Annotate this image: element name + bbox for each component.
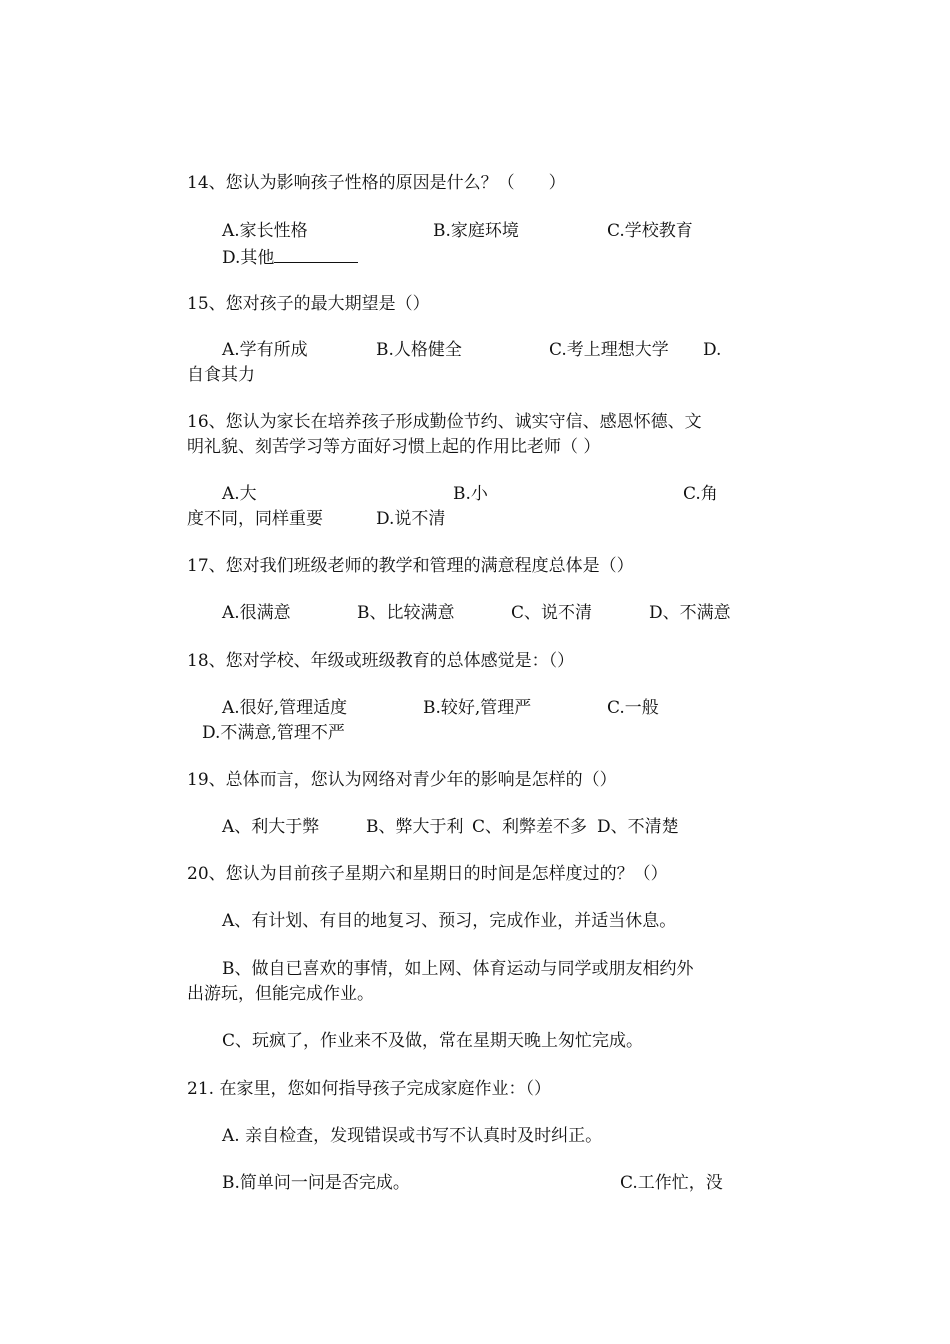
q15-option-b: B.人格健全 <box>376 340 462 360</box>
q14-option-a: A.家长性格 <box>222 221 308 241</box>
q17-option-d: D、不满意 <box>649 603 731 623</box>
q20-option-c: C、玩疯了，作业来不及做，常在星期天晚上匆忙完成。 <box>222 1031 644 1051</box>
q15-option-a: A.学有所成 <box>222 340 308 360</box>
question-16-line-1: 16、您认为家长在培养孩子形成勤俭节约、诚实守信、感恩怀德、文 <box>187 412 702 432</box>
q17-option-b: B、比较满意 <box>357 603 455 623</box>
question-19: 19、总体而言，您认为网络对青少年的影响是怎样的（） <box>187 770 617 790</box>
q16-option-d: D.说不清 <box>376 509 446 529</box>
q15-option-d-text: 自食其力 <box>187 365 255 385</box>
question-14: 14、您认为影响孩子性格的原因是什么？（ ） <box>187 173 566 193</box>
q14-option-d-label: D.其他 <box>222 248 275 268</box>
q19-option-c: C、利弊差不多 <box>472 817 588 837</box>
q20-option-b-line-1: B、做自已喜欢的事情，如上网、体育运动与同学或朋友相约外 <box>222 959 694 979</box>
q18-option-c: C.一般 <box>607 698 659 718</box>
q15-option-d: D. <box>703 340 722 360</box>
q16-option-b: B.小 <box>453 484 488 504</box>
q14-option-c: C.学校教育 <box>607 221 693 241</box>
question-15: 15、您对孩子的最大期望是（） <box>187 294 430 314</box>
q21-option-a: A. 亲自检查，发现错误或书写不认真时及时纠正。 <box>222 1126 603 1146</box>
q20-option-b-line-2: 出游玩，但能完成作业。 <box>187 984 374 1004</box>
question-18: 18、您对学校、年级或班级教育的总体感觉是：（） <box>187 651 575 671</box>
q14-option-d <box>222 244 358 270</box>
q16-option-a: A.大 <box>222 484 257 504</box>
q14-option-b: B.家庭环境 <box>433 221 519 241</box>
q19-option-d: D、不清楚 <box>597 817 679 837</box>
q21-option-b: B.简单问一问是否完成。 <box>222 1173 410 1193</box>
q20-option-a: A、有计划、有目的地复习、预习，完成作业，并适当休息。 <box>222 911 677 931</box>
q17-option-c: C、说不清 <box>511 603 593 623</box>
q15-option-c: C.考上理想大学 <box>549 340 669 360</box>
question-17: 17、您对我们班级老师的教学和管理的满意程度总体是（） <box>187 556 634 576</box>
question-16-line-2: 明礼貌、刻苦学习等方面好习惯上起的作用比老师（ ） <box>187 437 601 457</box>
q18-option-d: D.不满意,管理不严 <box>202 723 345 743</box>
question-20: 20、您认为目前孩子星期六和星期日的时间是怎样度过的？（） <box>187 864 668 884</box>
q16-option-c-cont: 度不同，同样重要 <box>187 509 323 529</box>
q21-option-c: C.工作忙，没 <box>620 1173 723 1193</box>
answer-blank-line <box>274 244 358 263</box>
q18-option-a: A.很好,管理适度 <box>222 698 348 718</box>
q19-option-a: A、利大于弊 <box>222 817 320 837</box>
q19-option-b: B、弊大于利 <box>366 817 464 837</box>
q17-option-a: A.很满意 <box>222 603 291 623</box>
q18-option-b: B.较好,管理严 <box>423 698 532 718</box>
question-21: 21. 在家里，您如何指导孩子完成家庭作业：（） <box>187 1079 551 1099</box>
q16-option-c: C.角 <box>683 484 718 504</box>
